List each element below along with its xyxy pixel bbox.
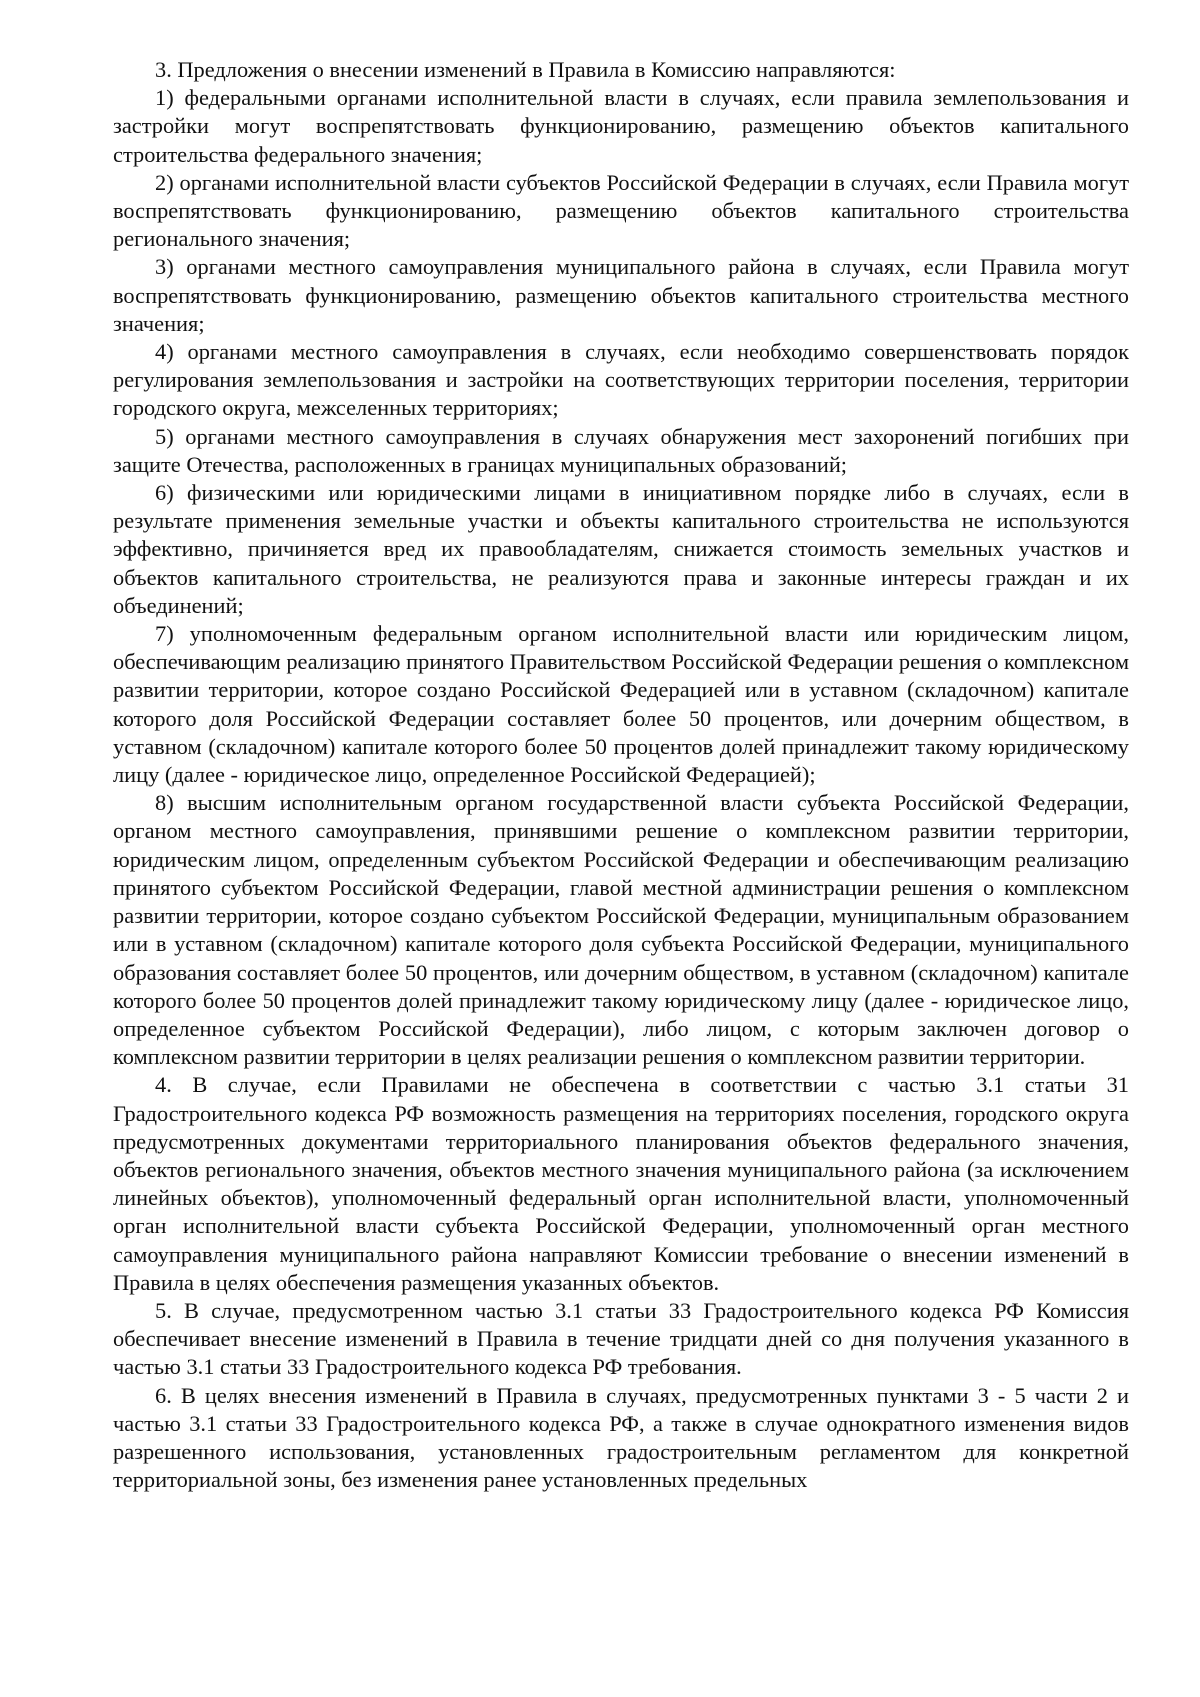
paragraph-section-4: 4. В случае, если Правилами не обеспечена в соответствии с частью 3.1 статьи 31 Градостроительного кодекса РФ возможность размещения на территориях поселения, городского округа предусмотренных документами территориального планирования объектов федерального значения, объектов регионального значения, объектов местного значения муниципального района (за исключением линейных объектов), уполномоченный федеральный орган исполнительной власти, уполномоченный орган исполнительной власти субъекта Российской Федерации, уполномоченный орган местного самоуправления муниципального района направляют Комиссии требование о внесении изменений в Правила в целях обеспечения размещения указанных объектов. bbox=[113, 1072, 1129, 1295]
paragraph-section-3-intro: 3. Предложения о внесении изменений в Правила в Комиссию направляются: bbox=[155, 57, 896, 82]
document-page bbox=[113, 56, 1129, 1494]
paragraph-item-6: 6) физическими или юридическими лицами в инициативном порядке либо в случаях, если в результате применения земельные участки и объекты капитального строительства не используются эффективно, причиняется вред их правообладателям, снижается стоимость земельных участков и объектов капитального строительства, не реализуются права и законные интересы граждан и их объединений; bbox=[113, 480, 1129, 618]
paragraph-item-8: 8) высшим исполнительным органом государственной власти субъекта Российской Федерации, органом местного самоуправления, принявшими решение о комплексном развитии территории, юридическим лицом, определенным субъектом Российской Федерации и обеспечивающим реализацию принятого субъектом Российской Федерации, главой местной администрации решения о комплексном развитии территории, которое создано субъектом Российской Федерации, муниципальным образованием или в уставном (складочном) капитале которого доля субъекта Российской Федерации, муниципального образования составляет более 50 процентов, или дочерним обществом, в уставном (складочном) капитале которого более 50 процентов долей принадлежит такому юридическому лицу (далее - юридическое лицо, определенное субъектом Российской Федерации), либо лицом, с которым заключен договор о комплексном развитии территории в целях реализации решения о комплексном развитии территории. bbox=[113, 790, 1129, 1070]
paragraph-item-2: 2) органами исполнительной власти субъектов Российской Федерации в случаях, если Правила могут воспрепятствовать функционированию, размещению объектов капитального строительства регионального значения; bbox=[113, 169, 1129, 252]
paragraph-item-3: 3) органами местного самоуправления муниципального района в случаях, если Правила могут воспрепятствовать функционированию, размещению объектов капитального строительства местного значения; bbox=[113, 254, 1129, 336]
paragraph-section-6: 6. В целях внесения изменений в Правила в случаях, предусмотренных пунктами 3 - 5 части 2 и частью 3.1 статьи 33 Градостроительного кодекса РФ, а также в случае однократного изменения видов разрешенного использования, установленных градостроительным регламентом для конкретной территориальной зоны, без изменения ранее установленных предельных bbox=[113, 1382, 1129, 1493]
paragraph-section-5: 5. В случае, предусмотренном частью 3.1 статьи 33 Градостроительного кодекса РФ Комиссия обеспечивает внесение изменений в Правила в течение тридцати дней со дня получения указанного в частью 3.1 статьи 33 Градостроительного кодекса РФ требования. bbox=[113, 1297, 1129, 1380]
paragraph-item-1: 1) федеральными органами исполнительной власти в случаях, если правила землепользования и застройки могут воспрепятствовать функционированию, размещению объектов капитального строительства федерального значения; bbox=[113, 85, 1129, 167]
paragraph-item-7: 7) уполномоченным федеральным органом исполнительной власти или юридическим лицом, обеспечивающим реализацию принятого Правительством Российской Федерации решения о комплексном развитии территории, которое создано Российской Федерацией или в уставном (складочном) капитале которого доля Российской Федерации составляет более 50 процентов, или дочерним обществом, в уставном (складочном) капитале которого более 50 процентов долей принадлежит такому юридическому лицу (далее - юридическое лицо, определенное Российской Федерацией); bbox=[113, 621, 1129, 788]
paragraph-item-5: 5) органами местного самоуправления в случаях обнаружения мест захоронений погибших при защите Отечества, расположенных в границах муниципальных образований; bbox=[113, 423, 1129, 477]
paragraph-item-4: 4) органами местного самоуправления в случаях, если необходимо совершенствовать порядок регулирования землепользования и застройки на соответствующих территории поселения, территории городского округа, межселенных территориях; bbox=[113, 339, 1129, 421]
